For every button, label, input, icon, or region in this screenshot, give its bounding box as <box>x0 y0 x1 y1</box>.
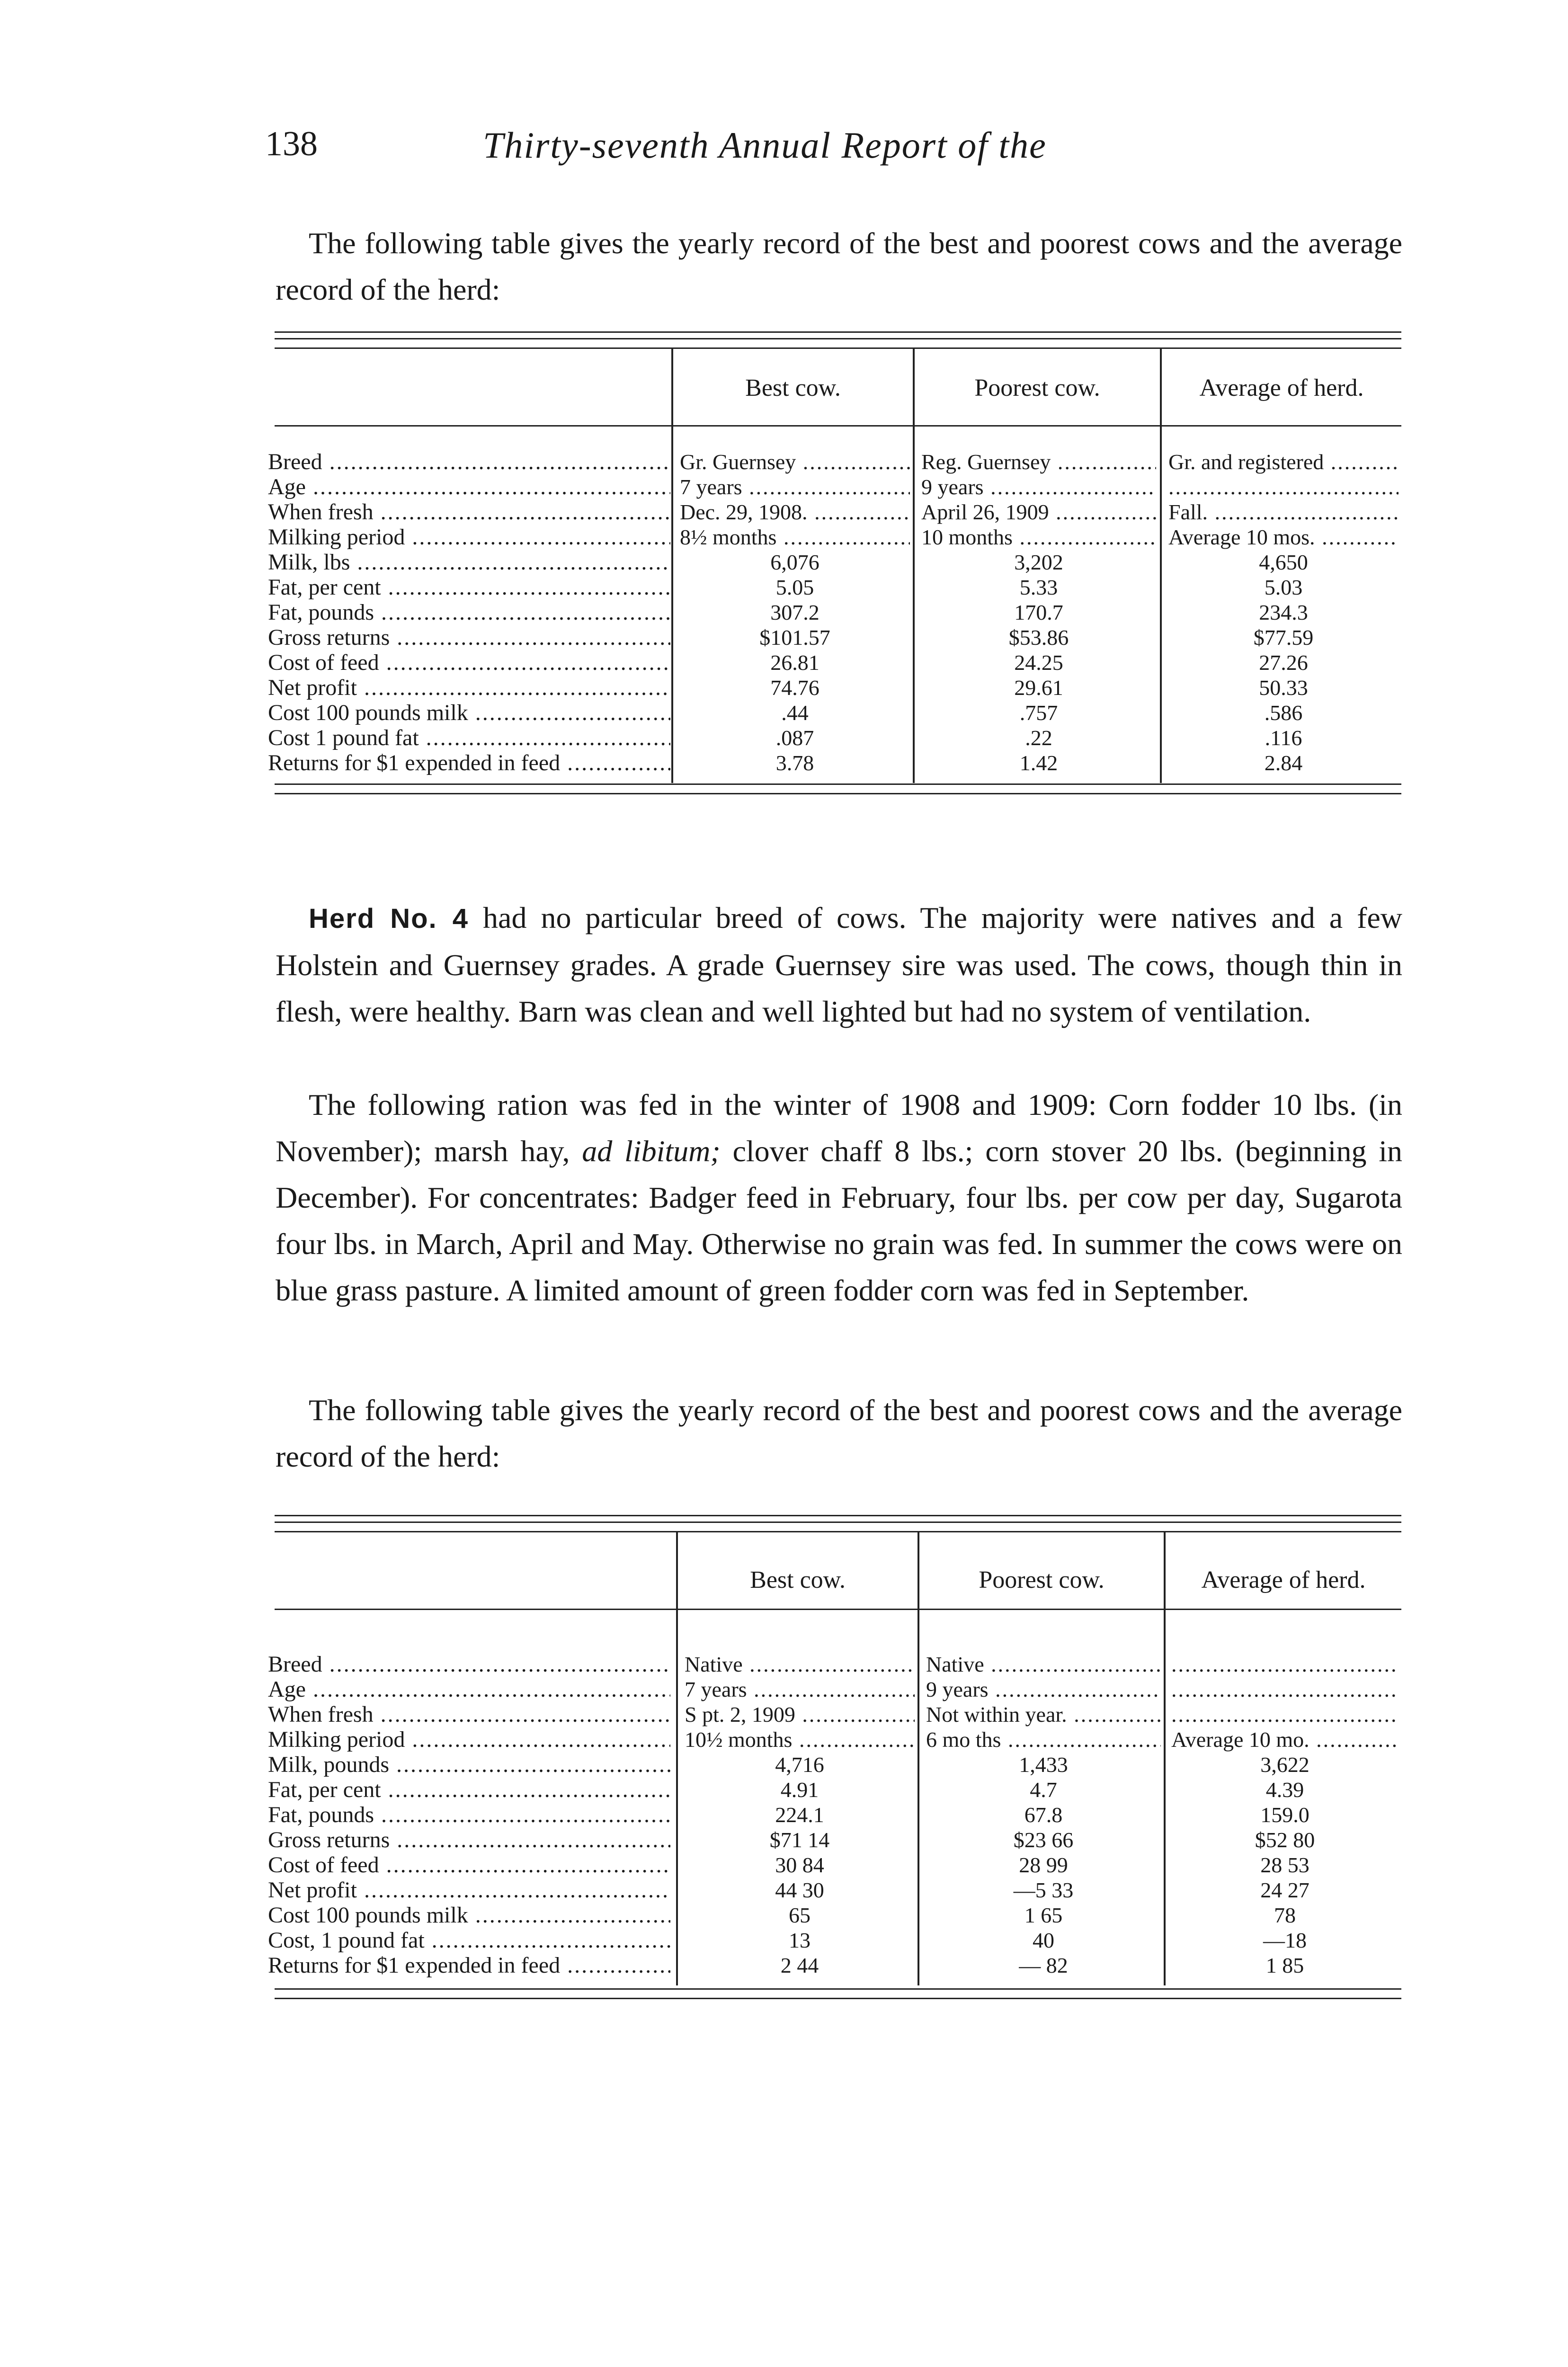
cell-best: .44 <box>781 701 809 725</box>
row-label: When fresh ..... <box>268 500 670 525</box>
cell-average <box>1171 1702 1399 1727</box>
cell-average: 27.26 <box>1259 650 1308 675</box>
cell-best: 26.81 <box>770 650 820 675</box>
cell-average: 234.3 <box>1259 600 1308 624</box>
cell-poorest: 28 99 <box>1019 1853 1068 1877</box>
cell-best: 4.91 <box>780 1778 819 1802</box>
cell-poorest: 6 mo ths ..... <box>926 1727 1161 1752</box>
cell-average: 159.0 <box>1260 1803 1310 1827</box>
cell-poorest: — 82 <box>1019 1953 1068 1977</box>
cell-average: —18 <box>1263 1928 1307 1952</box>
cell-poorest: 24.25 <box>1014 650 1063 675</box>
cell-best: 74.76 <box>770 676 820 700</box>
cell-poorest: Native ..... <box>926 1652 1161 1677</box>
cell-best: 7 years ..... <box>680 475 910 499</box>
cell-average: Fall. ..... <box>1168 500 1399 525</box>
intro-paragraph: The following table gives the yearly record of the best and poorest cows and the average record of the herd: <box>276 226 1402 306</box>
cell-best: 7 years ..... <box>685 1677 915 1702</box>
ration-paragraph: The following ration was fed in the winter of 1908 and 1909: Corn fodder 10 lbs. (in November); marsh hay, ad libitum; clover chaff 8 lbs.; corn stover 20 lbs. (beginning in December). For concentrates: Badger feed in February, four lbs. per cow per day, Sugarota four lbs. in March, April and May. Otherwise no grain was fed. In summer the cows were on blue grass pasture. A limited amount of green fodder corn was fed in September. <box>276 1088 1402 1307</box>
cell-best: $101.57 <box>759 625 830 650</box>
cell-poorest: 10 months ..... <box>921 525 1156 550</box>
cell-best: 6,076 <box>770 550 820 574</box>
cell-poorest: $23 66 <box>1013 1828 1074 1852</box>
col-head-average: Average of herd. <box>1201 1566 1366 1593</box>
herd-label: Herd No. 4 <box>309 903 469 934</box>
table-1 <box>265 331 1411 805</box>
cell-best: 5.05 <box>775 575 814 599</box>
cell-best: 3.78 <box>775 751 814 775</box>
cell-poorest: 9 years ..... <box>926 1677 1161 1702</box>
cell-poorest: .757 <box>1019 701 1058 725</box>
cell-average: .586 <box>1264 701 1303 725</box>
row-label: When fresh ..... <box>268 1702 670 1727</box>
cell-best: 2 44 <box>780 1953 819 1977</box>
cell-average: Average 10 mos. ..... <box>1168 525 1399 550</box>
row-label: Age ..... <box>268 475 670 499</box>
cell-best: 4,716 <box>775 1753 824 1777</box>
cell-poorest: 170.7 <box>1014 600 1063 624</box>
cell-average: Average 10 mo. ..... <box>1171 1727 1399 1752</box>
cell-average <box>1171 1652 1399 1677</box>
cell-poorest: 1 65 <box>1024 1903 1063 1927</box>
cell-best: Native ..... <box>685 1652 915 1677</box>
cell-average: 4.39 <box>1265 1778 1304 1802</box>
row-label: Milking period ..... <box>268 525 670 550</box>
cell-poorest: Reg. Guernsey ..... <box>921 450 1156 474</box>
cell-best: 10½ months ..... <box>685 1727 915 1752</box>
row-label: Cost 100 pounds milk ..... <box>268 701 670 725</box>
cell-average: 1 85 <box>1265 1953 1304 1977</box>
row-label: Returns for $1 expended in feed ..... <box>268 751 670 775</box>
cell-poorest: April 26, 1909 ..... <box>921 500 1156 525</box>
cell-poorest: 1.42 <box>1019 751 1058 775</box>
cell-best: Dec. 29, 1908. ..... <box>680 500 910 525</box>
cell-best: 224.1 <box>775 1803 824 1827</box>
cell-average: 28 53 <box>1260 1853 1310 1877</box>
page-header <box>265 124 1411 176</box>
row-label: Fat, pounds ..... <box>268 600 670 625</box>
row-label: Fat, per cent ..... <box>268 575 670 600</box>
row-label: Cost, 1 pound fat ..... <box>268 1928 670 1953</box>
row-label: Net profit ..... <box>268 1878 670 1903</box>
cell-poorest: .22 <box>1025 726 1052 750</box>
cell-best: S pt. 2, 1909 ..... <box>685 1702 915 1727</box>
row-label: Fat, per cent ..... <box>268 1778 670 1802</box>
row-label: Gross returns ..... <box>268 1828 670 1852</box>
table-2-intro-paragraph: The following table gives the yearly record of the best and poorest cows and the average record of the herd: <box>276 1393 1402 1473</box>
row-label: Net profit ..... <box>268 676 670 700</box>
cell-poorest: $53.86 <box>1008 625 1069 650</box>
row-label: Cost of feed ..... <box>268 1853 670 1878</box>
cell-best: 30 84 <box>775 1853 824 1877</box>
cell-best: 65 <box>789 1903 811 1927</box>
row-label: Breed ..... <box>268 450 670 474</box>
cell-average: 24 27 <box>1260 1878 1310 1902</box>
col-head-best: Best cow. <box>750 1566 846 1593</box>
row-label: Age ..... <box>268 1677 670 1702</box>
cell-poorest: Not within year. ..... <box>926 1702 1161 1727</box>
cell-poorest: 1,433 <box>1019 1753 1068 1777</box>
cell-average <box>1171 1677 1399 1702</box>
cell-average <box>1168 475 1399 499</box>
row-label: Cost 100 pounds milk ..... <box>268 1903 670 1928</box>
cell-average: 78 <box>1274 1903 1296 1927</box>
row-label: Fat, pounds ..... <box>268 1803 670 1827</box>
row-label: Breed ..... <box>268 1652 670 1677</box>
cell-average: 4,650 <box>1259 550 1308 574</box>
cell-best: .087 <box>775 726 814 750</box>
cell-best: 8½ months ..... <box>680 525 910 550</box>
row-label: Milk, lbs ..... <box>268 550 670 575</box>
cell-best: 44 30 <box>775 1878 824 1902</box>
cell-average: $77.59 <box>1253 625 1314 650</box>
cell-poorest: 67.8 <box>1024 1803 1063 1827</box>
cell-best: Gr. Guernsey ..... <box>680 450 910 474</box>
page-number: 138 <box>265 125 318 163</box>
row-label: Cost 1 pound fat ..... <box>268 726 670 750</box>
cell-average: $52 80 <box>1255 1828 1315 1852</box>
row-label: Milk, pounds ..... <box>268 1753 670 1777</box>
col-head-best: Best cow. <box>745 374 841 401</box>
cell-poorest: —5 33 <box>1013 1878 1074 1902</box>
col-head-average: Average of herd. <box>1199 374 1364 401</box>
cell-best: 13 <box>789 1928 811 1952</box>
cell-poorest: 3,202 <box>1014 550 1063 574</box>
cell-average: Gr. and registered ..... <box>1168 450 1399 474</box>
cell-average: .116 <box>1265 726 1302 750</box>
row-label: Gross returns ..... <box>268 625 670 650</box>
col-head-poorest: Poorest cow. <box>979 1566 1105 1593</box>
cell-average: 50.33 <box>1259 676 1308 700</box>
row-label: Milking period ..... <box>268 1727 670 1752</box>
row-label: Cost of feed ..... <box>268 650 670 675</box>
table-2 <box>265 1515 1411 2007</box>
cell-best: $71 14 <box>769 1828 830 1852</box>
herd4-paragraph: Herd No. 4 had no particular breed of cows. The majority were natives and a few Holstein and Guernsey grades. A grade Guernsey sire was used. The cows, though thin in flesh, were healthy. Barn was clean and well lighted but had no system of ventilation. <box>276 901 1403 1028</box>
cell-best: 307.2 <box>770 600 820 624</box>
cell-poorest: 5.33 <box>1019 575 1058 599</box>
cell-average: 5.03 <box>1264 575 1303 599</box>
cell-poorest: 40 <box>1033 1928 1054 1952</box>
cell-poorest: 9 years ..... <box>921 475 1156 499</box>
col-head-poorest: Poorest cow. <box>974 374 1100 401</box>
cell-average: 3,622 <box>1260 1753 1310 1777</box>
cell-average: 2.84 <box>1264 751 1303 775</box>
running-title: Thirty-seventh Annual Report of the <box>483 125 1047 166</box>
cell-poorest: 29.61 <box>1014 676 1063 700</box>
cell-poorest: 4.7 <box>1030 1778 1057 1802</box>
row-label: Returns for $1 expended in feed ..... <box>268 1953 670 1978</box>
